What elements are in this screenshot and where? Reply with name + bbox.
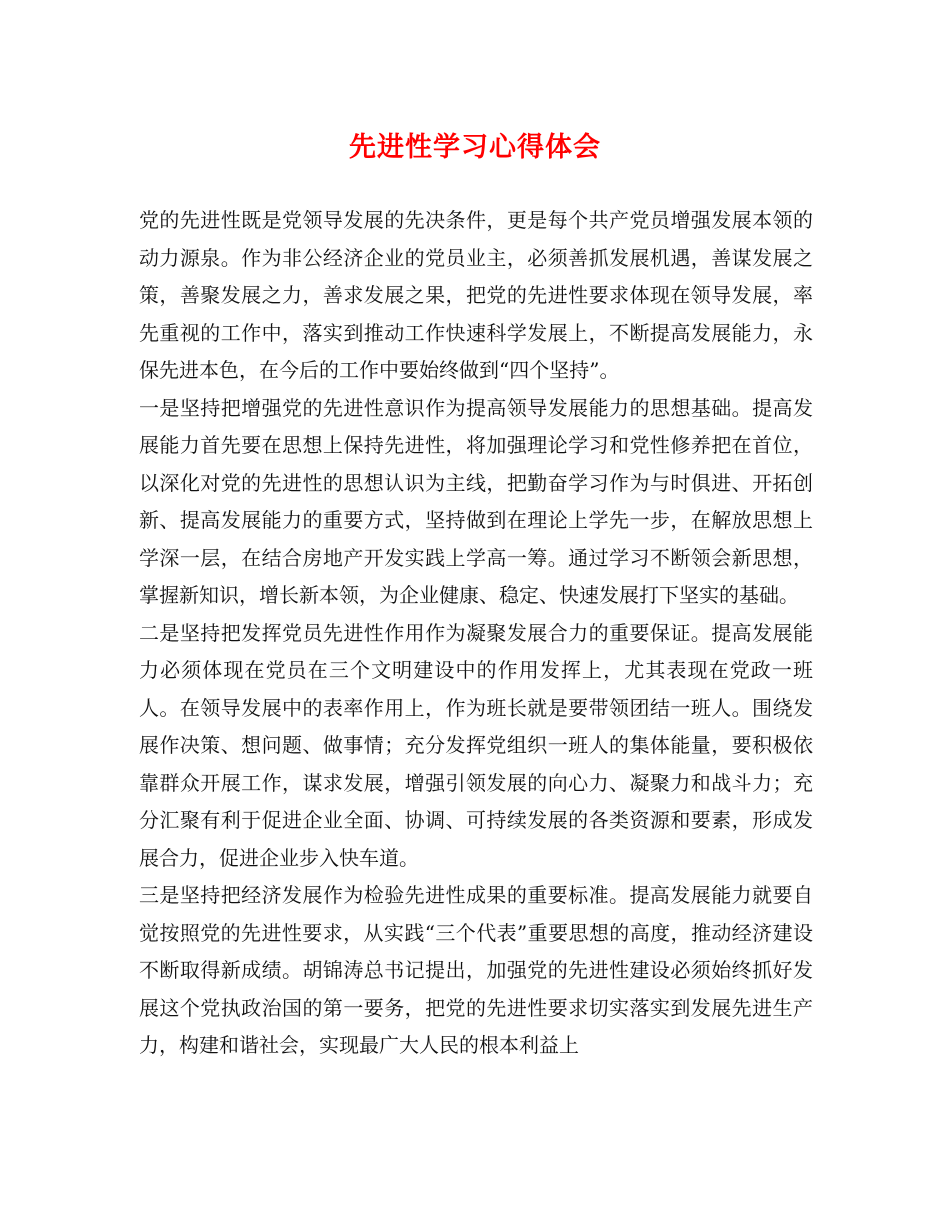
paragraph-intro: 党的先进性既是党领导发展的先决条件，更是每个共产党员增强发展本领的动力源泉。作为非公经济企业的党员业主，必须善抓发展机遇，善谋发展之策，善聚发展之力，善求发展之果，把党的先进性要求体现在领导发展，率先重视的工作中，落实到推动工作快速科学发展上，不断提高发展能力，永保先进本色，在今后的工作中要始终做到“四个坚持”。 [139, 208, 813, 382]
paragraph-point-three: 三是坚持把经济发展作为检验先进性成果的重要标准。提高发展能力就要自觉按照党的先进性要求，从实践“三个代表”重要思想的高度，推动经济建设不断取得新成绩。胡锦涛总书记提出，加强党的先进性建设必须始终抓好发展这个党执政治国的第一要务，把党的先进性要求切实落实到发展先进生产力，构建和谐社会，实现最广大人民的根本利益上 [139, 883, 813, 1057]
document-body [139, 202, 813, 1065]
document-title: 先进性学习心得体会 [349, 132, 601, 163]
paragraph-point-one: 一是坚持把增强党的先进性意识作为提高领导发展能力的思想基础。提高发展能力首先要在思想上保持先进性，将加强理论学习和党性修养把在首位，以深化对党的先进性的思想认识为主线，把勤奋学习作为与时俱进、开拓创新、提高发展能力的重要方式，坚持做到在理论上学先一步，在解放思想上学深一层，在结合房地产开发实践上学高一筹。通过学习不断领会新思想，掌握新知识，增长新本领，为企业健康、稳定、快速发展打下坚实的基础。 [139, 395, 813, 607]
paragraph-point-two: 二是坚持把发挥党员先进性作用作为凝聚发展合力的重要保证。提高发展能力必须体现在党员在三个文明建设中的作用发挥上，尤其表现在党政一班人。在领导发展中的表率作用上，作为班长就是要带领团结一班人。围绕发展作决策、想问题、做事情；充分发挥党组织一班人的集体能量，要积极依靠群众开展工作，谋求发展，增强引领发展的向心力、凝聚力和战斗力；充分汇聚有利于促进企业全面、协调、可持续发展的各类资源和要素，形成发展合力，促进企业步入快车道。 [139, 620, 813, 870]
